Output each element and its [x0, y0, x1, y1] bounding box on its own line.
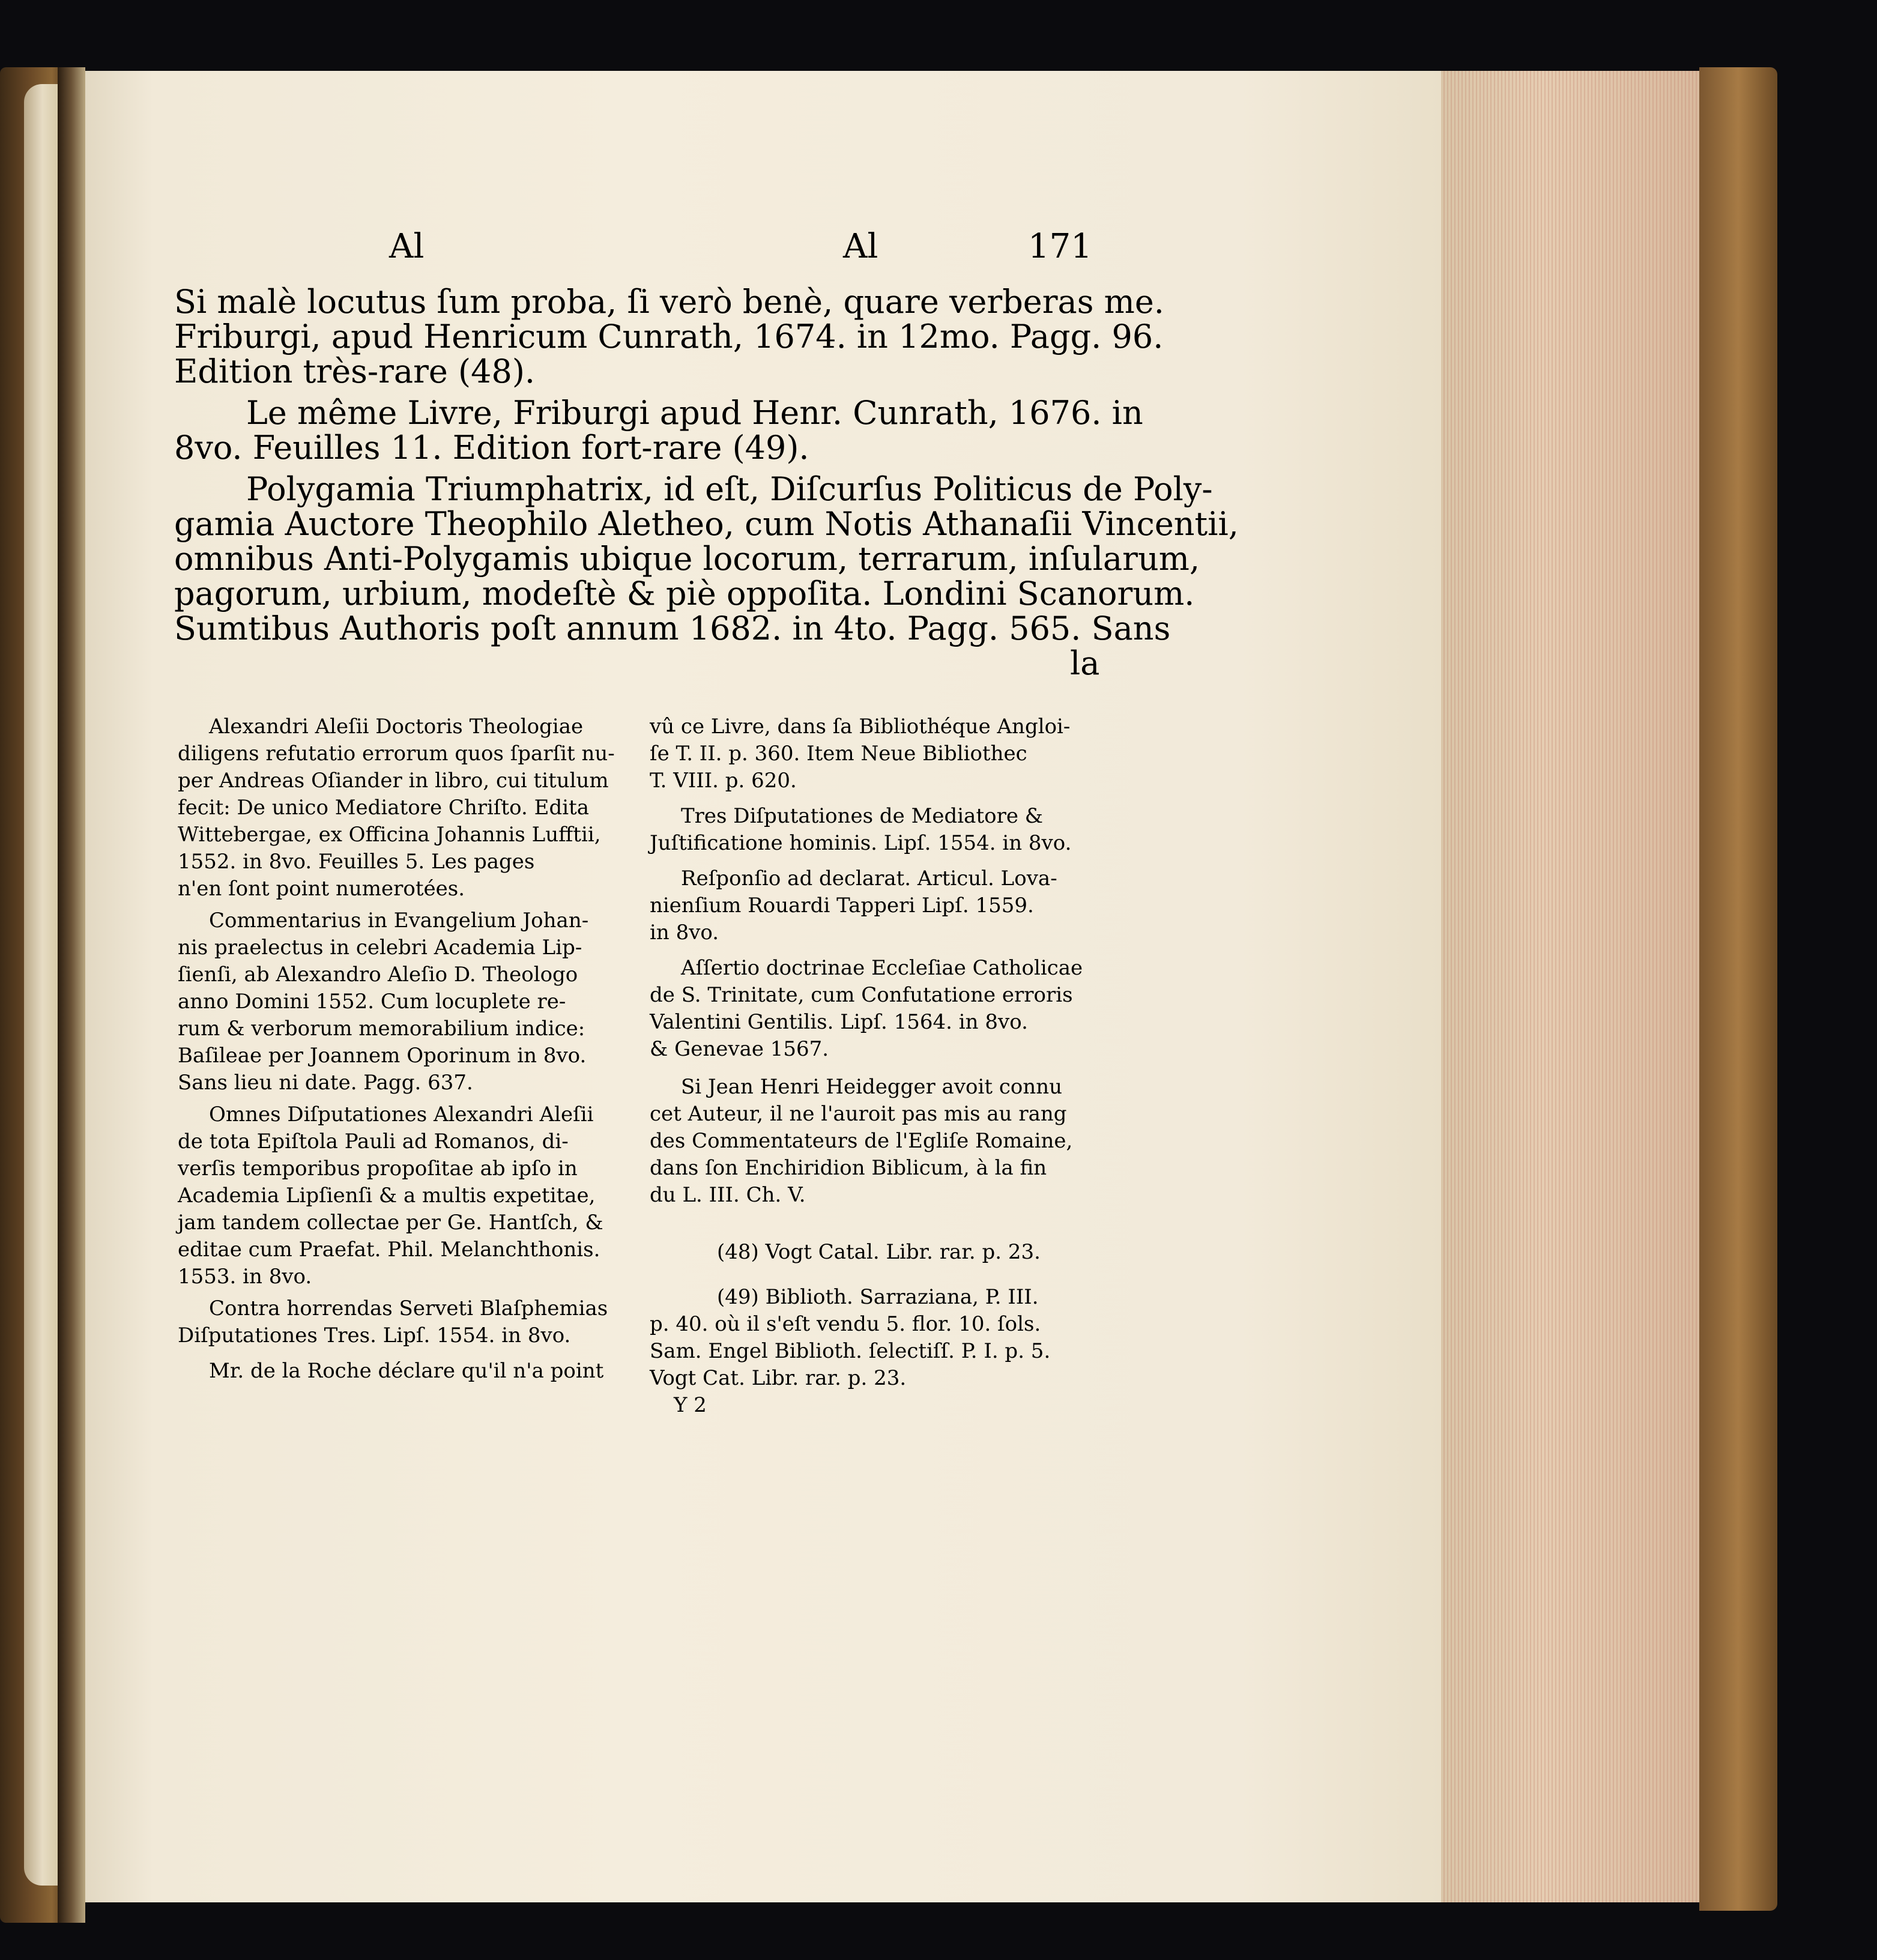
footnote-line: Sam. Engel Biblioth. ſelectiſſ. P. I. p. 5. — [650, 1339, 1051, 1363]
note-line: Wittebergae, ex Officina Johannis Lufftii, — [178, 823, 601, 847]
note-line: diligens refutatio errorum quos ſparſit nu- — [178, 742, 615, 766]
note-line: anno Domini 1552. Cum locuplete re- — [178, 990, 566, 1014]
note-line: T. VIII. p. 620. — [650, 769, 797, 793]
note-line: & Genevae 1567. — [650, 1037, 829, 1061]
note-line: nienſium Rouardi Tapperi Lipſ. 1559. — [650, 894, 1034, 918]
note-line: fecit: De unico Mediatore Chriſto. Edita — [178, 796, 590, 820]
note-line: 1553. in 8vo. — [178, 1265, 312, 1289]
main-text-line: pagorum, urbium, modeſtè & piè oppoſita. Londini Scanorum. — [174, 575, 1195, 612]
main-text-line: gamia Auctore Theophilo Aletheo, cum Notis Athanaſii Vincentii, — [174, 505, 1239, 543]
note-line: dans ſon Enchiridion Biblicum, à la fin — [650, 1156, 1047, 1180]
note-line: nis praelectus in celebri Academia Lip- — [178, 936, 582, 960]
main-text-line: omnibus Anti-Polygamis ubique locorum, terrarum, inſularum, — [174, 540, 1200, 578]
note-line: n'en ſont point numerotées. — [178, 877, 465, 901]
note-line: in 8vo. — [650, 921, 719, 945]
note-line: verſis temporibus propoſitae ab ipſo in — [178, 1157, 578, 1181]
note-line: Diſputationes Tres. Lipſ. 1554. in 8vo. — [178, 1323, 571, 1348]
main-text-line: Edition très-rare (48). — [174, 352, 536, 390]
note-line: Contra horrendas Serveti Blaſphemias — [209, 1296, 608, 1320]
note-line: Reſponſio ad declarat. Articul. Lova- — [681, 867, 1057, 891]
main-text-line: Friburgi, apud Henricum Cunrath, 1674. in 12mo. Pagg. 96. — [174, 318, 1164, 355]
back-cover-board — [1699, 67, 1777, 1911]
page-number: 171 — [1028, 227, 1092, 266]
footnote-line: p. 40. où il s'eſt vendu 5. flor. 10. ſols. — [650, 1312, 1041, 1336]
footnote-line: (48) Vogt Catal. Libr. rar. p. 23. — [717, 1240, 1041, 1264]
note-line: Alexandri Aleſii Doctoris Theologiae — [209, 715, 584, 739]
running-head-center: Al — [843, 227, 878, 266]
page-block-edges — [1429, 71, 1711, 1902]
footnote-line: (49) Biblioth. Sarraziana, P. III. — [717, 1285, 1039, 1309]
note-line: Sans lieu ni date. Pagg. 637. — [178, 1071, 473, 1095]
book-gutter — [58, 67, 85, 1923]
note-line: des Commentateurs de l'Egliſe Romaine, — [650, 1129, 1073, 1153]
signature-mark: Y 2 — [674, 1393, 707, 1417]
footnote-line: Vogt Cat. Libr. rar. p. 23. — [650, 1366, 907, 1390]
note-line: ſe T. II. p. 360. Item Neue Bibliothec — [650, 742, 1027, 766]
note-line: Valentini Gentilis. Lipſ. 1564. in 8vo. — [650, 1010, 1028, 1034]
catchword: la — [1070, 644, 1100, 682]
note-line: Tres Diſputationes de Mediatore & — [681, 804, 1044, 828]
note-line: rum & verborum memorabilium indice: — [178, 1017, 585, 1041]
note-line: Si Jean Henri Heidegger avoit connu — [681, 1075, 1063, 1099]
note-line: jam tandem collectae per Ge. Hantſch, & — [178, 1211, 603, 1235]
note-line: Omnes Diſputationes Alexandri Aleſii — [209, 1102, 594, 1127]
note-line: editae cum Praefat. Phil. Melanchthonis. — [178, 1238, 600, 1262]
note-line: cet Auteur, il ne l'auroit pas mis au rang — [650, 1102, 1067, 1126]
note-line: Baſileae per Joannem Oporinum in 8vo. — [178, 1044, 587, 1068]
left-page-edge — [24, 84, 58, 1886]
note-line: Aſſertio doctrinae Eccleſiae Catholicae — [681, 956, 1083, 980]
notes-right-column — [650, 713, 1083, 1419]
note-line: Mr. de la Roche déclare qu'il n'a point — [209, 1359, 604, 1383]
main-text-line: Si malè locutus ſum proba, ſi verò benè, quare verberas me. — [174, 283, 1164, 321]
note-line: de S. Trinitate, cum Confutatione erroris — [650, 983, 1073, 1007]
notes-left-column — [178, 713, 615, 1385]
note-line: vû ce Livre, dans ſa Bibliothéque Angloi- — [650, 715, 1071, 739]
note-line: Juſtificatione hominis. Lipſ. 1554. in 8vo. — [650, 831, 1072, 855]
running-head-left: Al — [389, 227, 425, 266]
note-line: de tota Epiſtola Pauli ad Romanos, di- — [178, 1130, 569, 1154]
main-text-line: Sumtibus Authoris poſt annum 1682. in 4to. Pagg. 565. Sans — [174, 609, 1171, 647]
note-line: ſienſi, ab Alexandro Aleſio D. Theologo — [178, 963, 578, 987]
note-line: Academia Lipſienſi & a multis expetitae, — [178, 1184, 596, 1208]
note-line: 1552. in 8vo. Feuilles 5. Les pages — [178, 850, 535, 874]
main-text-line: Polygamia Triumphatrix, id eſt, Diſcurſus Politicus de Poly- — [246, 470, 1213, 508]
main-text-line: 8vo. Feuilles 11. Edition fort-rare (49). — [174, 429, 809, 467]
note-line: du L. III. Ch. V. — [650, 1183, 806, 1207]
main-text-line: Le même Livre, Friburgi apud Henr. Cunrath, 1676. in — [246, 394, 1143, 432]
note-line: per Andreas Oſiander in libro, cui titulum — [178, 769, 609, 793]
note-line: Commentarius in Evangelium Johan- — [209, 909, 589, 933]
